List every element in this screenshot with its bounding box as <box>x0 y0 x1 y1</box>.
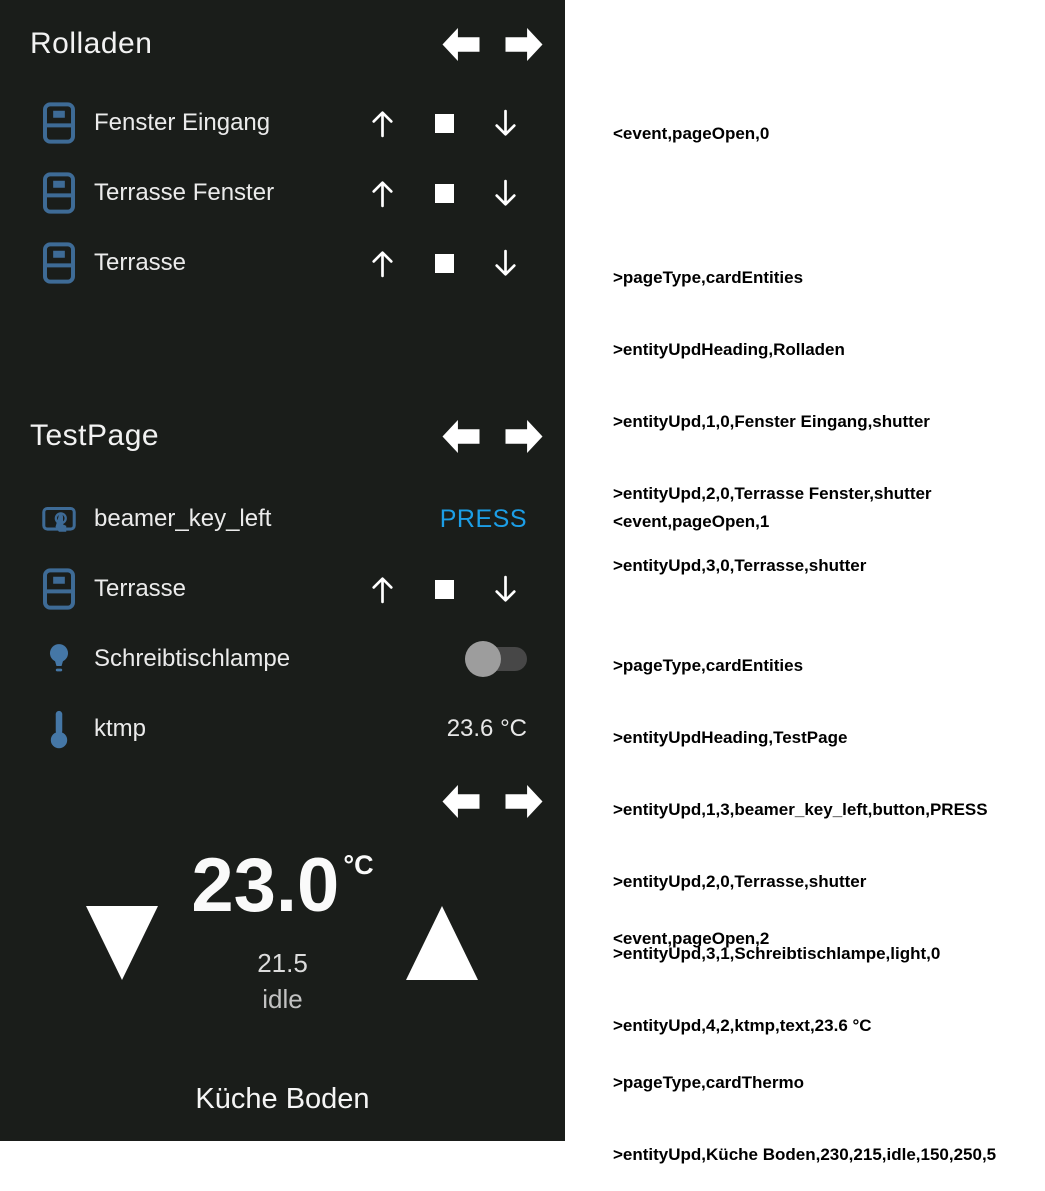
triangle-up-icon <box>404 904 480 982</box>
protocol-line <box>613 999 996 1023</box>
entity-row <box>0 624 565 694</box>
protocol-line: >entityUpd,2,0,Terrasse Fenster,shutter <box>613 484 932 503</box>
toggle-knob <box>465 641 501 677</box>
stop-square-icon <box>435 114 454 133</box>
next-page-button[interactable] <box>503 26 545 63</box>
shutter-up-button[interactable] <box>369 108 396 139</box>
arrow-down-icon <box>492 248 519 279</box>
prev-page-button[interactable] <box>440 418 482 455</box>
protocol-line: >entityUpdHeading,Rolladen <box>613 340 845 359</box>
prev-page-button[interactable] <box>440 783 482 820</box>
entity-label: Terrasse <box>94 249 187 276</box>
protocol-line: >entityUpd,Küche Boden,230,215,idle,150,250,5 <box>613 1145 997 1164</box>
press-button[interactable]: PRESS <box>439 504 527 533</box>
arrow-left-icon <box>440 26 482 63</box>
card-rolladen <box>0 0 565 298</box>
entity-label: Terrasse Fenster <box>94 179 275 206</box>
window-shutter-icon <box>42 242 76 284</box>
shutter-stop-button[interactable] <box>435 114 454 133</box>
protocol-line <box>613 582 988 606</box>
page-title: TestPage <box>30 419 160 452</box>
prev-page-button[interactable] <box>440 26 482 63</box>
protocol-line: >pageType,cardEntities <box>613 656 804 675</box>
shutter-down-button[interactable] <box>492 574 519 605</box>
entity-row <box>0 228 565 298</box>
page-title: Rolladen <box>30 27 153 60</box>
stop-square-icon <box>435 580 454 599</box>
arrow-up-icon <box>369 178 396 209</box>
arrow-up-icon <box>369 108 396 139</box>
entity-row <box>0 88 565 158</box>
protocol-line: <event,pageOpen,0 <box>613 124 770 143</box>
protocol-line: >entityUpd,4,2,ktmp,text,23.6 °C <box>613 1016 872 1035</box>
triangle-down-icon <box>84 904 160 982</box>
next-page-button[interactable] <box>503 783 545 820</box>
protocol-line: <event,pageOpen,1 <box>613 512 770 531</box>
protocol-line: >entityUpdHeading,TestPage <box>613 728 848 747</box>
current-temperature-value: 23.0 <box>191 843 340 928</box>
card-thermostat <box>0 770 565 1141</box>
entity-label: Fenster Eingang <box>94 109 271 136</box>
shutter-down-button[interactable] <box>492 108 519 139</box>
hvac-state: idle <box>262 983 303 1014</box>
shutter-up-button[interactable] <box>369 248 396 279</box>
shutter-stop-button[interactable] <box>435 580 454 599</box>
gesture-tap-button-icon <box>42 498 76 540</box>
entity-label: Schreibtischlampe <box>94 645 291 672</box>
arrow-right-icon <box>503 26 545 63</box>
arrow-left-icon <box>440 783 482 820</box>
target-temperature: 21.5 <box>257 947 308 978</box>
entity-row <box>0 484 565 554</box>
arrow-up-icon <box>369 574 396 605</box>
arrow-down-icon <box>492 108 519 139</box>
entity-row <box>0 158 565 228</box>
entity-row <box>0 554 565 624</box>
protocol-line: >pageType,cardThermo <box>613 1073 804 1092</box>
next-page-button[interactable] <box>503 418 545 455</box>
window-shutter-icon <box>42 172 76 214</box>
entity-row <box>0 694 565 764</box>
thermostat-title: Küche Boden <box>195 1083 370 1115</box>
arrow-left-icon <box>440 418 482 455</box>
stop-square-icon <box>435 254 454 273</box>
temp-increase-button[interactable] <box>404 904 480 987</box>
arrow-up-icon <box>369 248 396 279</box>
shutter-up-button[interactable] <box>369 178 396 209</box>
entity-label: ktmp <box>94 715 147 742</box>
shutter-up-button[interactable] <box>369 574 396 605</box>
card-testpage <box>0 392 565 764</box>
page-navigation <box>440 783 545 820</box>
lightbulb-icon <box>42 638 76 680</box>
arrow-right-icon <box>503 418 545 455</box>
protocol-line <box>613 194 932 218</box>
arrow-down-icon <box>492 178 519 209</box>
protocol-line: >entityUpd,1,0,Fenster Eingang,shutter <box>613 412 930 431</box>
arrow-down-icon <box>492 574 519 605</box>
stop-square-icon <box>435 184 454 203</box>
shutter-stop-button[interactable] <box>435 254 454 273</box>
thermometer-icon <box>42 708 76 750</box>
page-navigation <box>440 26 545 63</box>
sensor-value: 23.6 °C <box>446 715 527 742</box>
protocol-line: <event,pageOpen,2 <box>613 929 770 948</box>
page-navigation <box>440 418 545 455</box>
shutter-stop-button[interactable] <box>435 184 454 203</box>
window-shutter-icon <box>42 102 76 144</box>
protocol-block-pageopen-2 <box>613 879 996 1191</box>
window-shutter-icon <box>42 568 76 610</box>
arrow-right-icon <box>503 783 545 820</box>
protocol-line: >pageType,cardEntities <box>613 268 804 287</box>
light-toggle[interactable] <box>465 641 527 677</box>
protocol-line: >entityUpd,1,3,beamer_key_left,button,PRESS <box>613 800 988 819</box>
temperature-unit: °C <box>343 850 374 880</box>
entity-label: beamer_key_left <box>94 505 272 532</box>
protocol-line: >entityUpd,2,0,Terrasse,shutter <box>613 872 867 891</box>
shutter-down-button[interactable] <box>492 178 519 209</box>
entity-label: Terrasse <box>94 575 187 602</box>
temp-decrease-button[interactable] <box>84 904 160 987</box>
protocol-line: >entityUpd,3,1,Schreibtischlampe,light,0 <box>613 944 941 963</box>
shutter-down-button[interactable] <box>492 248 519 279</box>
protocol-line: >entityUpd,3,0,Terrasse,shutter <box>613 556 867 575</box>
